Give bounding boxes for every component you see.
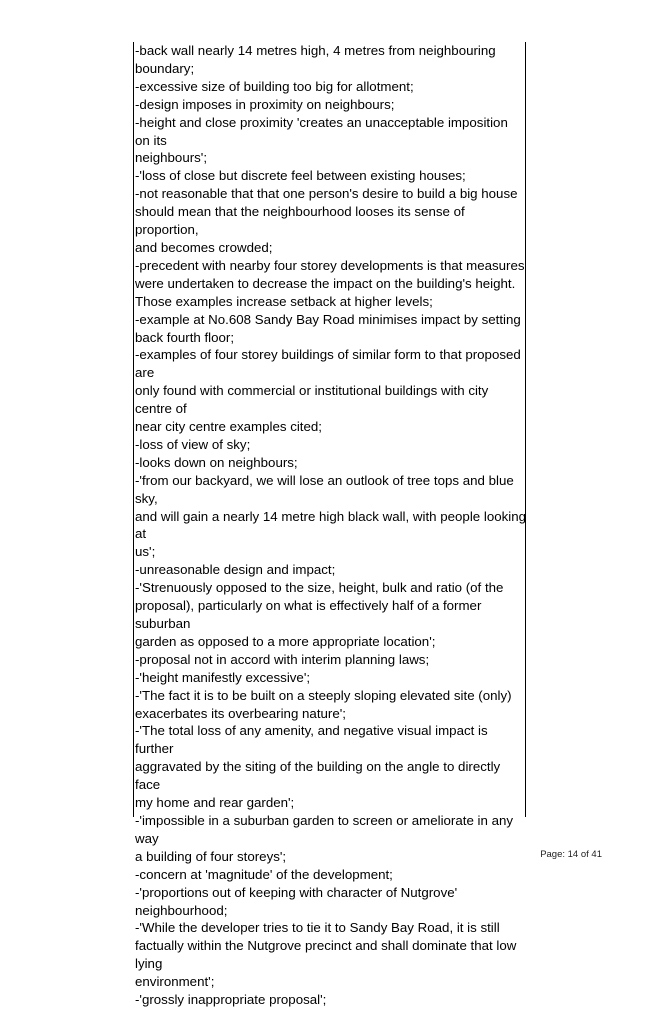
concern-item: -not reasonable that that one person's desire to build a big house should mean that the neighbourhood looses its sense of proportion, and becomes crowded; — [135, 186, 518, 255]
page-number: Page: 14 of 41 — [540, 849, 602, 860]
concern-item: -'height manifestly excessive'; — [135, 669, 311, 685]
concern-item: -unreasonable design and impact; — [135, 562, 336, 578]
concern-item: -'The total loss of any amenity, and negative visual impact is further aggravated by the siting of the building on the angle to directly face my home and rear garden'; — [135, 723, 501, 811]
concern-item: -excessive size of building too big for allotment; — [135, 78, 414, 94]
concern-item: -'loss of close but discrete feel between existing houses; — [135, 168, 466, 184]
concern-item: -looks down on neighbours; — [135, 454, 298, 470]
concern-item: -'While the developer tries to tie it to Sandy Bay Road, it is still factually within the Nutgrove precinct and shall dominate that low lying environment'; — [135, 920, 517, 990]
concern-item: -'proportions out of keeping with character of Nutgrove' neighbourhood; — [135, 884, 458, 918]
concerns-list — [135, 42, 526, 1009]
representation-table-cell — [133, 42, 527, 1008]
concern-item: -proposal not in accord with interim planning laws; — [135, 651, 430, 667]
concern-item: -concern at 'magnitude' of the development; — [135, 866, 393, 882]
concern-item: -example at No.608 Sandy Bay Road minimises impact by setting back fourth floor; — [135, 311, 521, 345]
concern-item: -precedent with nearby four storey developments is that measures were undertaken to decrease the impact on the building's height. Those examples increase setback at higher levels; — [135, 257, 525, 309]
concern-item: -back wall nearly 14 metres high, 4 metres from neighbouring boundary; — [135, 43, 496, 76]
concern-item: -'The fact it is to be built on a steeply sloping elevated site (only) exacerbates its overbearing nature'; — [135, 687, 512, 721]
concern-item: -'from our backyard, we will lose an outlook of tree tops and blue sky, and will gain a nearly 14 metre high black wall, with people looking at us'; — [135, 472, 527, 560]
concern-item: -examples of four storey buildings of similar form to that proposed are only found with commercial or institutional buildings with city centre of near city centre examples cited; — [135, 347, 521, 435]
concern-item: -'impossible in a suburban garden to screen or ameliorate in any way a building of four storeys'; — [135, 812, 514, 864]
concern-item: -design imposes in proximity on neighbours; — [135, 96, 395, 112]
concern-item: -'grossly inappropriate proposal'; — [135, 992, 327, 1008]
concern-item: -height and close proximity 'creates an unacceptable imposition on its neighbours'; — [135, 114, 508, 166]
concern-item: -loss of view of sky; — [135, 436, 251, 452]
concern-item: -'Strenuously opposed to the size, height, bulk and ratio (of the proposal), particularly on what is effectively half of a former suburban garden as opposed to a more appropriate location'; — [135, 580, 504, 649]
